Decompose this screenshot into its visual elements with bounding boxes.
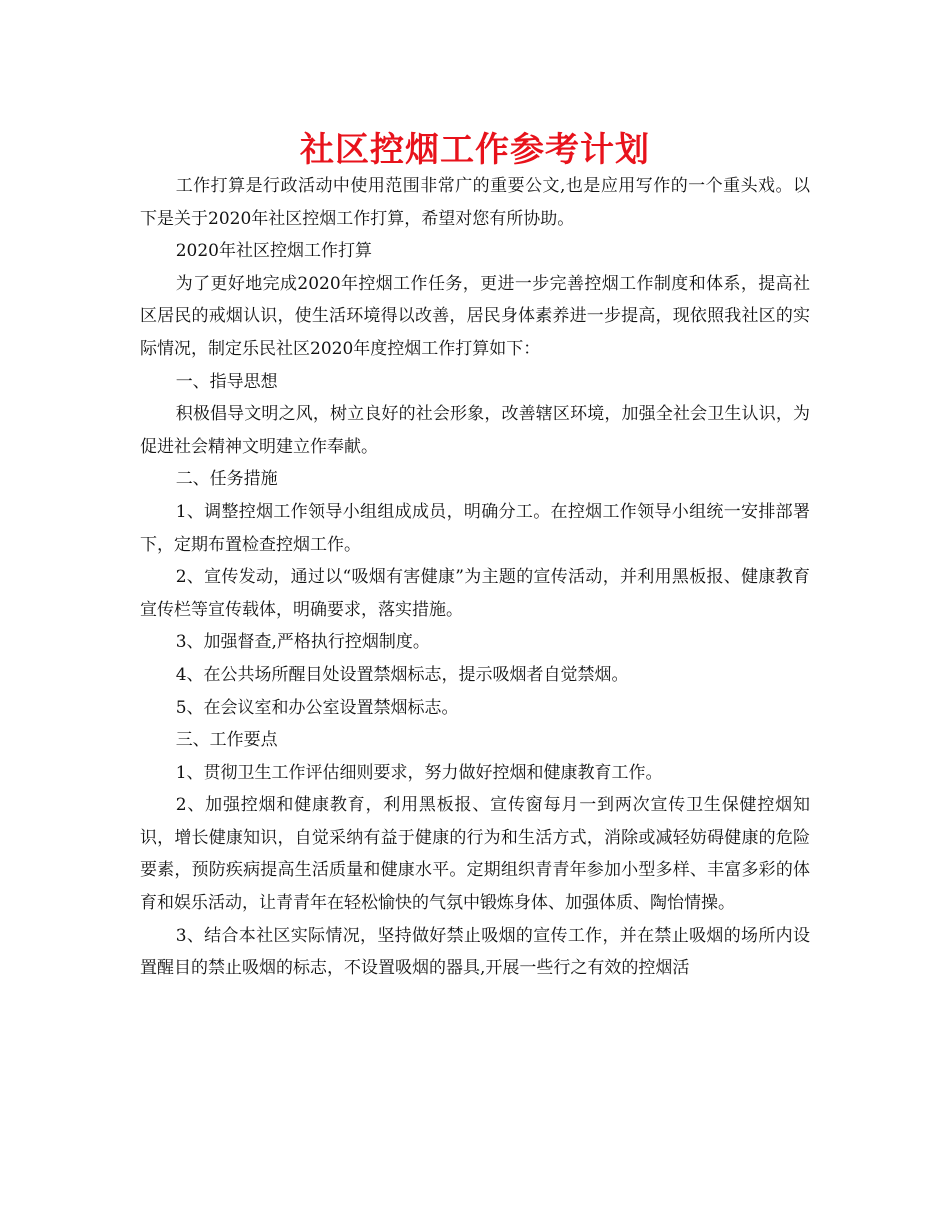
paragraph-guiding-thought: 积极倡导文明之风，树立良好的社会形象，改善辖区环境，加强全社会卫生认识，为促进社会精神文明建立作奉献。 xyxy=(140,404,810,457)
document-body xyxy=(140,170,810,985)
section-heading-key-points: 三、工作要点 xyxy=(175,730,278,751)
paragraph-key-point-1: 1、贯彻卫生工作评估细则要求，努力做好控烟和健康教育工作。 xyxy=(175,762,663,783)
paragraph-key-point-3: 3、结合本社区实际情况，坚持做好禁止吸烟的宣传工作，并在禁止吸烟的场所内设置醒目的禁止吸烟的标志，不设置吸烟的器具,开展一些行之有效的控烟活 xyxy=(140,925,810,979)
paragraph-measure-5: 5、在会议室和办公室设置禁烟标志。 xyxy=(175,697,459,718)
paragraph-measure-3: 3、加强督查,严格执行控烟制度。 xyxy=(175,632,430,653)
paragraph-key-point-2: 2、加强控烟和健康教育，利用黑板报、宣传窗每月一到两次宣传卫生保健控烟知识，增长健康知识，自觉采纳有益于健康的行为和生活方式，消除或减轻妨碍健康的危险要素，预防疾病提高生活质量和健康水平。定期组织青青年参加小型多样、丰富多彩的体育和娱乐活动，让青青年在轻松愉快的气氛中锻炼身体、加强体质、陶怡情操。 xyxy=(140,795,810,914)
document-title: 社区控烟工作参考计划 xyxy=(300,130,650,170)
paragraph-measure-4: 4、在公共场所醒目处设置禁烟标志，提示吸烟者自觉禁烟。 xyxy=(175,664,629,685)
paragraph-measure-1: 1、调整控烟工作领导小组组成成员，明确分工。在控烟工作领导小组统一安排部署下，定期布置检查控烟工作。 xyxy=(140,501,810,555)
paragraph-intro: 工作打算是行政活动中使用范围非常广的重要公文,也是应用写作的一个重头戏。以下是关于2020年社区控烟工作打算，希望对您有所协助。 xyxy=(140,176,810,229)
paragraph-subtitle: 2020年社区控烟工作打算 xyxy=(175,241,372,262)
paragraph-measure-2: 2、宣传发动，通过以“吸烟有害健康”为主题的宣传活动，并利用黑板报、健康教育宣传栏等宣传载体，明确要求，落实措施。 xyxy=(140,567,810,620)
section-heading-measures: 二、任务措施 xyxy=(175,469,278,490)
paragraph-preface: 为了更好地完成2020年控烟工作任务，更进一步完善控烟工作制度和体系，提高社区居民的戒烟认识，使生活环境得以改善，居民身体素养进一步提高，现依照我社区的实际情况，制定乐民社区2020年度控烟工作打算如下： xyxy=(140,273,810,359)
section-heading-guiding-thought: 一、指导思想 xyxy=(175,371,278,392)
